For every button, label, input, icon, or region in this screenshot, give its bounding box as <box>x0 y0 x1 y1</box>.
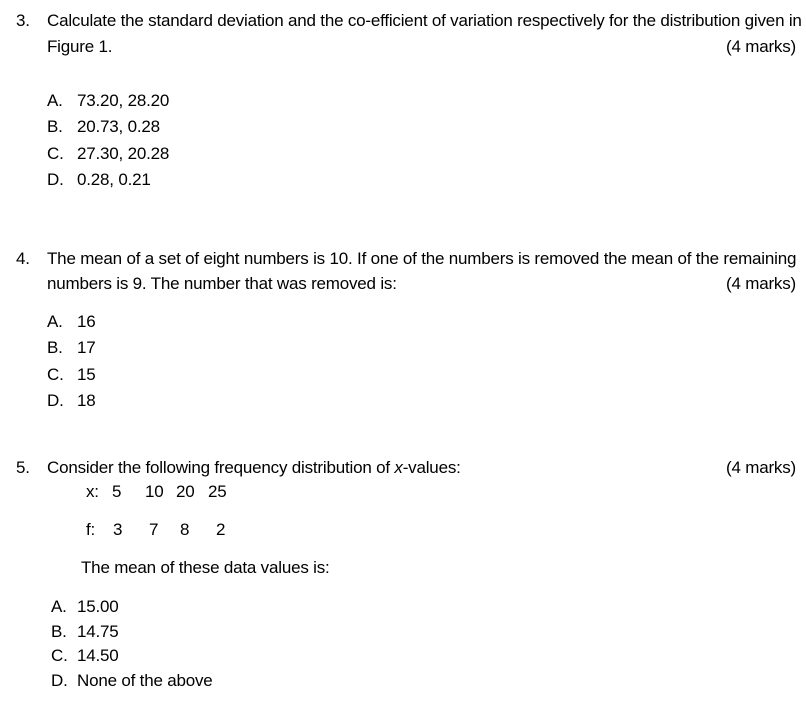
option-letter-d: D. <box>47 391 64 410</box>
stem-text-before: Consider the following frequency distribution of <box>47 458 395 477</box>
option-text-a: 16 <box>77 312 96 331</box>
option-text-d: None of the above <box>77 671 213 690</box>
option-letter-b: B. <box>47 338 63 357</box>
marks-label: (4 marks) <box>726 274 796 293</box>
stem-text-after: -values: <box>402 458 461 477</box>
x-value: 5 <box>112 482 122 501</box>
option-letter-c: C. <box>47 365 64 384</box>
f-value: 2 <box>216 520 226 539</box>
option-letter-b: B. <box>47 117 63 136</box>
stem-variable: x <box>394 458 403 477</box>
option-letter-a: A. <box>47 312 63 331</box>
option-text-c: 14.50 <box>77 646 119 665</box>
x-row-label: x: <box>86 482 99 501</box>
f-value: 8 <box>180 520 190 539</box>
marks-label: (4 marks) <box>726 37 796 56</box>
question-number: 5. <box>16 458 30 477</box>
option-letter-a: A. <box>51 597 67 616</box>
f-value: 7 <box>149 520 159 539</box>
x-value: 10 <box>145 482 164 501</box>
option-letter-c: C. <box>47 144 64 163</box>
option-text-d: 0.28, 0.21 <box>77 170 151 189</box>
question-prompt: The mean of these data values is: <box>81 558 330 577</box>
option-text-b: 17 <box>77 338 96 357</box>
option-letter-d: D. <box>47 170 64 189</box>
option-letter-c: C. <box>51 646 68 665</box>
question-stem-line-1: The mean of a set of eight numbers is 10. If one of the numbers is removed the mean of the remaining <box>47 249 797 268</box>
question-stem-line-1 <box>47 458 461 478</box>
option-text-b: 14.75 <box>77 622 119 641</box>
option-text-a: 15.00 <box>77 597 119 616</box>
question-stem-line-2: Figure 1. <box>47 37 113 56</box>
option-letter-b: B. <box>51 622 67 641</box>
question-number: 3. <box>16 11 30 30</box>
option-text-c: 15 <box>77 365 96 384</box>
option-text-b: 20.73, 0.28 <box>77 117 160 136</box>
option-text-a: 73.20, 28.20 <box>77 91 170 110</box>
option-letter-d: D. <box>51 671 68 690</box>
question-stem-line-1: Calculate the standard deviation and the co-efficient of variation respectively for the distribution given in <box>47 11 802 30</box>
f-row-label: f: <box>86 520 96 539</box>
f-value: 3 <box>113 520 123 539</box>
question-stem-line-2: numbers is 9. The number that was removed is: <box>47 274 397 293</box>
marks-label: (4 marks) <box>726 458 796 477</box>
x-value: 20 <box>176 482 195 501</box>
option-text-c: 27.30, 20.28 <box>77 144 170 163</box>
x-value: 25 <box>208 482 227 501</box>
option-letter-a: A. <box>47 91 63 110</box>
question-number: 4. <box>16 249 30 268</box>
option-text-d: 18 <box>77 391 96 410</box>
